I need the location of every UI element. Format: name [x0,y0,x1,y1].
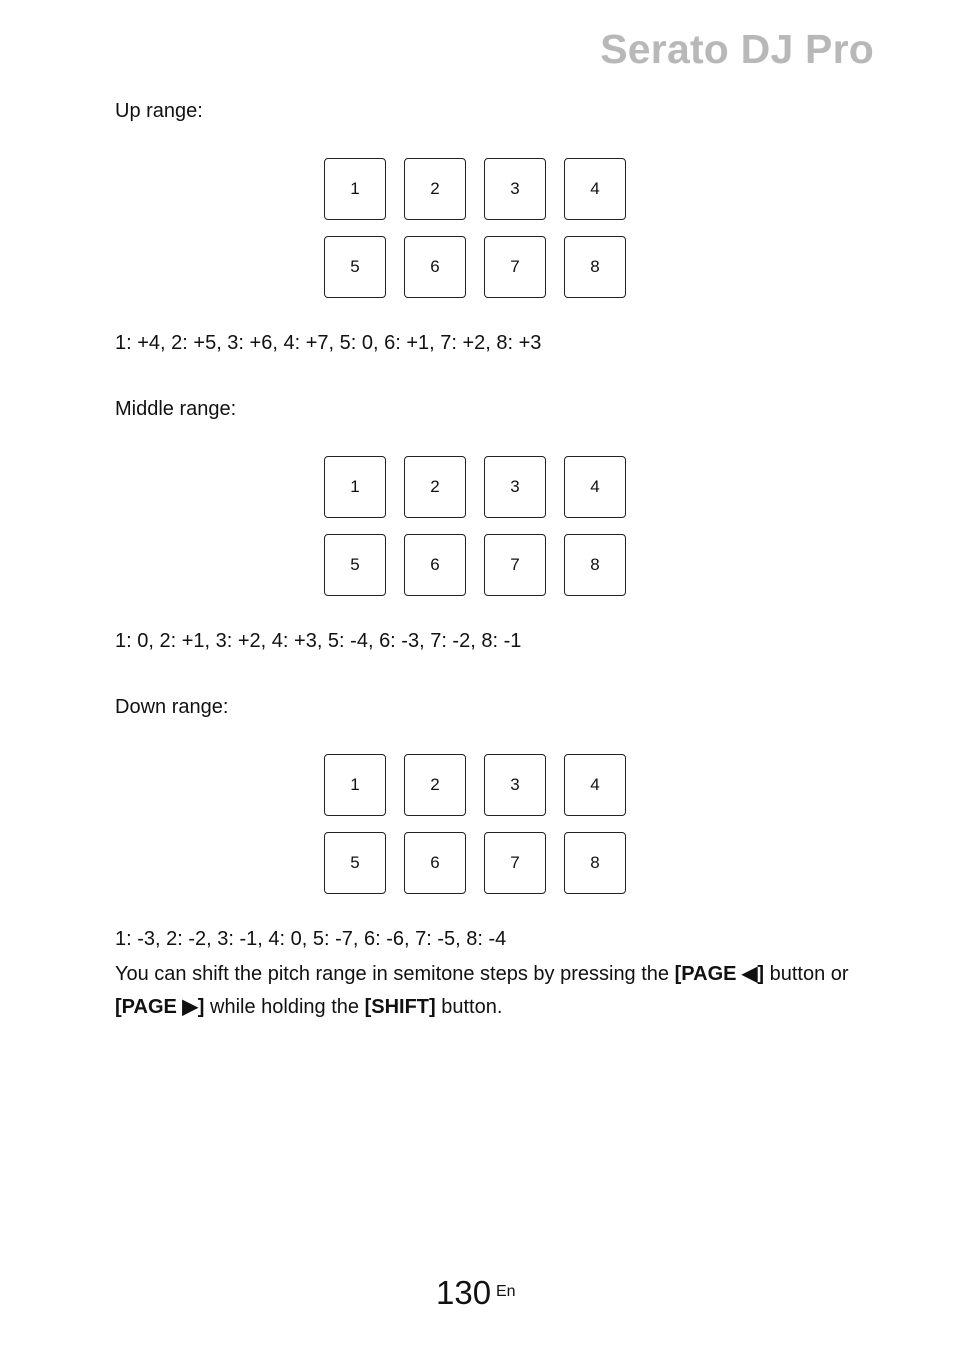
pad-4: 4 [564,456,626,518]
up-range-label: Up range: [115,100,203,122]
pad-5: 5 [324,534,386,596]
page-right-button-ref: [PAGE ▶] [115,996,205,1018]
note-text-4: button. [435,996,503,1018]
note-text-2: button or [764,963,849,985]
pad-4: 4 [564,158,626,220]
down-range-label: Down range: [115,696,229,718]
pad-3: 3 [484,754,546,816]
pad-8: 8 [564,534,626,596]
note-text-1: You can shift the pitch range in semitone steps by pressing the [115,963,675,985]
pad-8: 8 [564,832,626,894]
middle-range-pad-grid [324,456,629,599]
page-number: 130 [436,1274,492,1311]
pitch-shift-note [115,958,855,1024]
pad-6: 6 [404,832,466,894]
page-language: En [496,1283,516,1300]
up-range-mapping: 1: +4, 2: +5, 3: +6, 4: +7, 5: 0, 6: +1, 7: +2, 8: +3 [115,332,542,354]
document-title: Serato DJ Pro [600,26,874,72]
note-text-3: while holding the [204,996,365,1018]
pad-6: 6 [404,534,466,596]
shift-button-ref: [SHIFT] [364,996,436,1018]
up-range-pad-grid [324,158,629,301]
pad-6: 6 [404,236,466,298]
pad-7: 7 [484,534,546,596]
pad-5: 5 [324,832,386,894]
pad-2: 2 [404,754,466,816]
pad-8: 8 [564,236,626,298]
pad-7: 7 [484,832,546,894]
middle-range-mapping: 1: 0, 2: +1, 3: +2, 4: +3, 5: -4, 6: -3, 7: -2, 8: -1 [115,630,522,652]
pad-7: 7 [484,236,546,298]
pad-1: 1 [324,158,386,220]
pad-1: 1 [324,754,386,816]
pad-2: 2 [404,456,466,518]
down-range-mapping: 1: -3, 2: -2, 3: -1, 4: 0, 5: -7, 6: -6, 7: -5, 8: -4 [115,928,507,950]
down-range-pad-grid [324,754,629,897]
pad-2: 2 [404,158,466,220]
pad-3: 3 [484,456,546,518]
page-left-button-ref: [PAGE ◀] [674,963,765,985]
pad-5: 5 [324,236,386,298]
pad-1: 1 [324,456,386,518]
pad-4: 4 [564,754,626,816]
pad-3: 3 [484,158,546,220]
middle-range-label: Middle range: [115,398,237,420]
